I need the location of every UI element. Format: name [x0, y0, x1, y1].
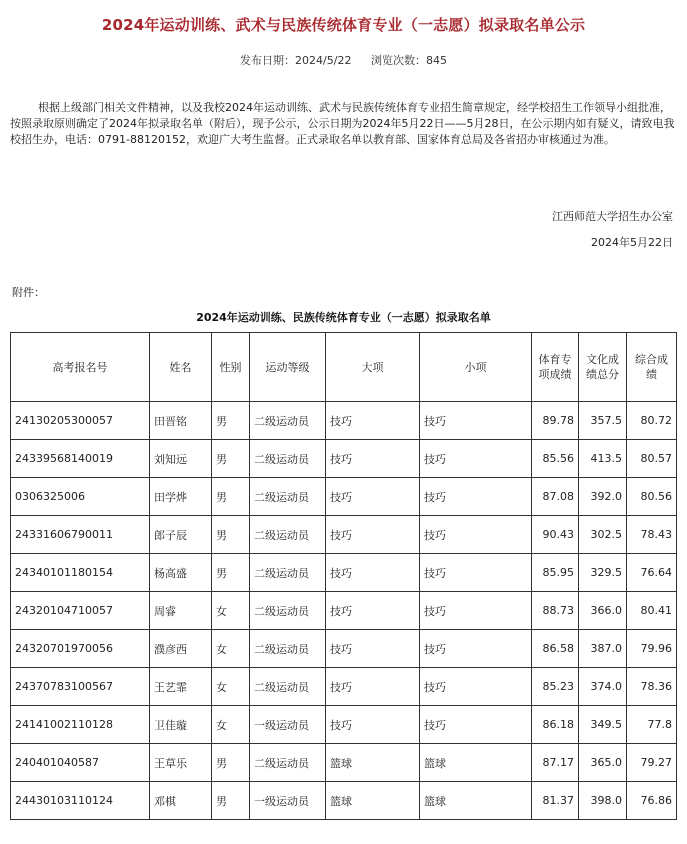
cell-sport-score: 81.37: [532, 782, 579, 820]
article-meta: [0, 52, 687, 68]
signature-org: 江西师范大学招生办公室: [552, 210, 673, 223]
cell-minor-event: 技巧: [420, 440, 532, 478]
publish-date: [240, 54, 351, 67]
cell-sport-score: 88.73: [532, 592, 579, 630]
header-culture-score: 文化成绩总分: [579, 333, 627, 402]
cell-exam-id: 24130205300057: [11, 402, 150, 440]
cell-sport-score: 85.56: [532, 440, 579, 478]
cell-gender: 男: [212, 782, 250, 820]
publish-date-label: 发布日期：: [240, 54, 296, 67]
table-row: [11, 706, 677, 744]
cell-sport-score: 87.08: [532, 478, 579, 516]
cell-gender: 男: [212, 744, 250, 782]
cell-name: 周睿: [150, 592, 212, 630]
cell-culture-score: 365.0: [579, 744, 627, 782]
publish-date-value: 2024/5/22: [295, 54, 352, 67]
admission-table: [10, 332, 677, 820]
cell-sport-score: 90.43: [532, 516, 579, 554]
cell-sport-score: 86.58: [532, 630, 579, 668]
view-count-label: 浏览次数：: [370, 54, 426, 67]
cell-minor-event: 技巧: [420, 402, 532, 440]
cell-athlete-level: 二级运动员: [250, 402, 326, 440]
cell-exam-id: 24320701970056: [11, 630, 150, 668]
cell-athlete-level: 一级运动员: [250, 706, 326, 744]
cell-gender: 男: [212, 440, 250, 478]
table-row: [11, 516, 677, 554]
view-count: [371, 54, 447, 67]
cell-name: 王艺霏: [150, 668, 212, 706]
cell-athlete-level: 二级运动员: [250, 592, 326, 630]
cell-minor-event: 篮球: [420, 744, 532, 782]
cell-culture-score: 413.5: [579, 440, 627, 478]
cell-sport-score: 85.23: [532, 668, 579, 706]
cell-sport-score: 85.95: [532, 554, 579, 592]
cell-minor-event: 篮球: [420, 782, 532, 820]
cell-gender: 女: [212, 668, 250, 706]
header-total-score: 综合成绩: [627, 333, 677, 402]
header-exam-id: 高考报名号: [11, 333, 150, 402]
cell-gender: 男: [212, 516, 250, 554]
cell-athlete-level: 二级运动员: [250, 744, 326, 782]
cell-name: 田晋铭: [150, 402, 212, 440]
cell-exam-id: 24320104710057: [11, 592, 150, 630]
header-athlete-level: 运动等级: [250, 333, 326, 402]
cell-sport-score: 89.78: [532, 402, 579, 440]
table-row: [11, 440, 677, 478]
header-name: 姓名: [150, 333, 212, 402]
cell-major-event: 技巧: [326, 478, 420, 516]
cell-athlete-level: 一级运动员: [250, 782, 326, 820]
header-major-event: 大项: [326, 333, 420, 402]
cell-exam-id: 24141002110128: [11, 706, 150, 744]
table-row: [11, 478, 677, 516]
cell-name: 杨高盛: [150, 554, 212, 592]
notice-paragraph: 根据上级部门相关文件精神，以及我校2024年运动训练、武术与民族传统体育专业招生简章规定，经学校招生工作领导小组批准，按照录取原则确定了2024年拟录取名单（附后），现予公示，公示日期为2024年5月22日——5月28日，在公示期内如有疑义，请致电我校招生办，电话：0791-88120152，欢迎广大考生监督。正式录取名单以教育部、国家体育总局及各省招办审核通过为准。: [10, 101, 675, 146]
cell-gender: 女: [212, 630, 250, 668]
cell-culture-score: 302.5: [579, 516, 627, 554]
cell-culture-score: 349.5: [579, 706, 627, 744]
cell-major-event: 篮球: [326, 782, 420, 820]
cell-gender: 男: [212, 478, 250, 516]
cell-minor-event: 技巧: [420, 478, 532, 516]
cell-major-event: 技巧: [326, 516, 420, 554]
cell-total-score: 80.72: [627, 402, 677, 440]
table-row: [11, 782, 677, 820]
cell-exam-id: 24339568140019: [11, 440, 150, 478]
cell-gender: 女: [212, 592, 250, 630]
cell-culture-score: 398.0: [579, 782, 627, 820]
cell-total-score: 78.36: [627, 668, 677, 706]
cell-athlete-level: 二级运动员: [250, 516, 326, 554]
cell-athlete-level: 二级运动员: [250, 630, 326, 668]
table-row: [11, 402, 677, 440]
view-count-value: 845: [425, 54, 447, 67]
cell-major-event: 技巧: [326, 630, 420, 668]
cell-major-event: 技巧: [326, 706, 420, 744]
page-title: 2024年运动训练、武术与民族传统体育专业（一志愿）拟录取名单公示: [101, 16, 586, 34]
cell-major-event: 技巧: [326, 592, 420, 630]
cell-minor-event: 技巧: [420, 592, 532, 630]
cell-total-score: 80.56: [627, 478, 677, 516]
cell-total-score: 80.41: [627, 592, 677, 630]
cell-total-score: 77.8: [627, 706, 677, 744]
header-minor-event: 小项: [420, 333, 532, 402]
cell-sport-score: 87.17: [532, 744, 579, 782]
table-row: [11, 668, 677, 706]
cell-sport-score: 86.18: [532, 706, 579, 744]
cell-name: 王草乐: [150, 744, 212, 782]
table-row: [11, 630, 677, 668]
attachment-label: 附件：: [12, 286, 45, 299]
cell-culture-score: 366.0: [579, 592, 627, 630]
cell-major-event: 技巧: [326, 554, 420, 592]
cell-culture-score: 392.0: [579, 478, 627, 516]
cell-culture-score: 387.0: [579, 630, 627, 668]
cell-name: 卫佳璇: [150, 706, 212, 744]
cell-minor-event: 技巧: [420, 630, 532, 668]
cell-athlete-level: 二级运动员: [250, 478, 326, 516]
cell-exam-id: 24331606790011: [11, 516, 150, 554]
cell-major-event: 技巧: [326, 402, 420, 440]
cell-total-score: 78.43: [627, 516, 677, 554]
cell-name: 邓棋: [150, 782, 212, 820]
cell-exam-id: 0306325006: [11, 478, 150, 516]
cell-total-score: 76.64: [627, 554, 677, 592]
cell-minor-event: 技巧: [420, 706, 532, 744]
cell-culture-score: 374.0: [579, 668, 627, 706]
cell-total-score: 79.96: [627, 630, 677, 668]
cell-athlete-level: 二级运动员: [250, 554, 326, 592]
cell-exam-id: 240401040587: [11, 744, 150, 782]
cell-name: 郎子辰: [150, 516, 212, 554]
header-gender: 性别: [212, 333, 250, 402]
table-row: [11, 554, 677, 592]
cell-major-event: 技巧: [326, 668, 420, 706]
cell-total-score: 79.27: [627, 744, 677, 782]
cell-exam-id: 24430103110124: [11, 782, 150, 820]
cell-gender: 男: [212, 554, 250, 592]
cell-culture-score: 357.5: [579, 402, 627, 440]
table-header-row: [11, 333, 677, 402]
cell-athlete-level: 二级运动员: [250, 668, 326, 706]
cell-minor-event: 技巧: [420, 516, 532, 554]
cell-major-event: 篮球: [326, 744, 420, 782]
table-title: 2024年运动训练、民族传统体育专业（一志愿）拟录取名单: [196, 311, 491, 324]
table-row: [11, 744, 677, 782]
cell-minor-event: 技巧: [420, 668, 532, 706]
table-row: [11, 592, 677, 630]
cell-total-score: 76.86: [627, 782, 677, 820]
cell-exam-id: 24370783100567: [11, 668, 150, 706]
cell-exam-id: 24340101180154: [11, 554, 150, 592]
cell-gender: 女: [212, 706, 250, 744]
cell-total-score: 80.57: [627, 440, 677, 478]
cell-name: 刘知远: [150, 440, 212, 478]
cell-gender: 男: [212, 402, 250, 440]
cell-major-event: 技巧: [326, 440, 420, 478]
cell-name: 濮彦西: [150, 630, 212, 668]
cell-athlete-level: 二级运动员: [250, 440, 326, 478]
header-sport-score: 体育专项成绩: [532, 333, 579, 402]
cell-minor-event: 技巧: [420, 554, 532, 592]
cell-name: 田学烨: [150, 478, 212, 516]
cell-culture-score: 329.5: [579, 554, 627, 592]
signature-date: 2024年5月22日: [591, 236, 673, 249]
